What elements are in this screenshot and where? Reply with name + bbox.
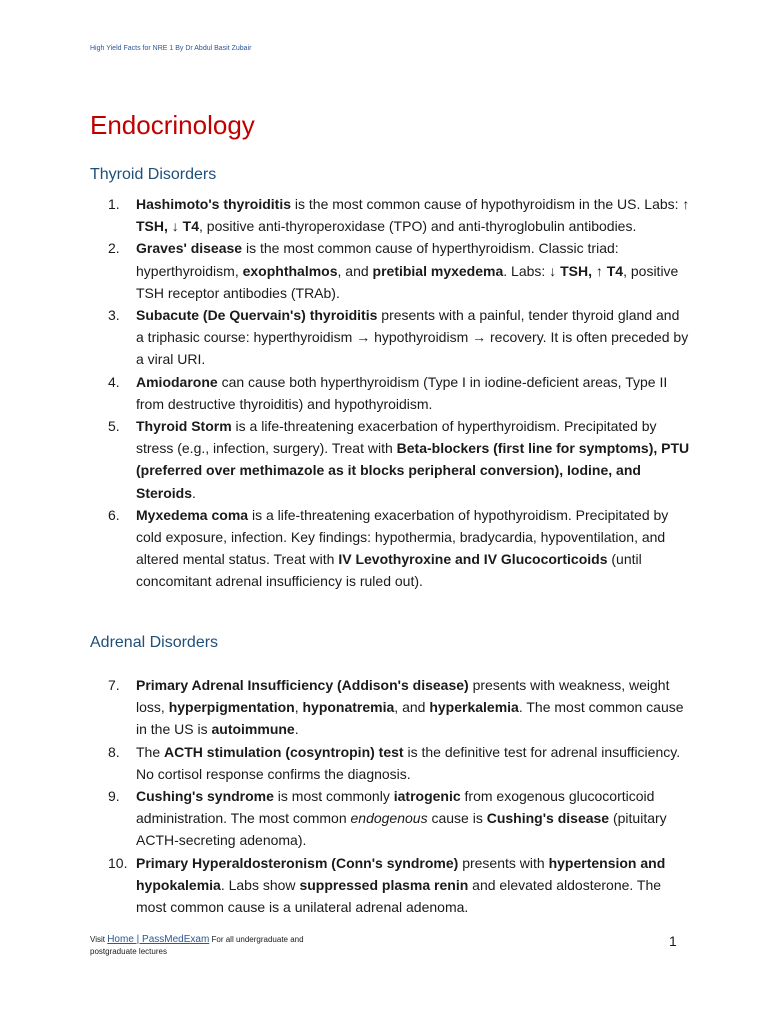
bold-text: Myxedema coma bbox=[136, 506, 249, 523]
item-number: 3. bbox=[108, 307, 120, 324]
bold-text: pretibial myxedema bbox=[372, 262, 504, 279]
list-item bbox=[90, 785, 690, 852]
item-text: presents with bbox=[458, 854, 549, 871]
item-text: (pituitary ACTH-secreting adenoma). bbox=[136, 810, 667, 849]
item-text: , and bbox=[337, 262, 373, 279]
item-number: 5. bbox=[108, 418, 120, 435]
item-number: 2. bbox=[108, 240, 120, 257]
footer-prefix: Visit bbox=[90, 935, 108, 944]
bold-text: hyponatremia bbox=[302, 699, 395, 716]
item-text: and elevated aldosterone. The most common cause is a unilateral adrenal adenoma. bbox=[136, 876, 662, 916]
item-text: . bbox=[294, 721, 299, 738]
bold-text: Primary Adrenal Insufficiency (Addison's disease) bbox=[136, 677, 469, 693]
bold-text: suppressed plasma renin bbox=[299, 876, 469, 893]
bold-text: exophthalmos bbox=[242, 262, 338, 279]
bold-text: autoimmune bbox=[211, 721, 295, 738]
item-number: 6. bbox=[108, 506, 120, 523]
adrenal-list bbox=[90, 674, 690, 918]
list-item bbox=[90, 304, 690, 371]
item-text: The bbox=[136, 743, 165, 760]
passmedexam-link[interactable]: Home | PassMedExam bbox=[107, 934, 210, 945]
bold-text: ↑ TSH, ↓ T4 bbox=[136, 196, 690, 235]
footer-note bbox=[90, 934, 330, 958]
item-text: from exogenous glucocorticoid administration. The most common bbox=[136, 788, 655, 827]
bold-text: hyperpigmentation bbox=[168, 699, 295, 716]
item-text: (until concomitant adrenal insufficiency is ruled out). bbox=[136, 551, 642, 590]
list-item bbox=[90, 237, 690, 304]
item-number: 10. bbox=[108, 854, 128, 871]
bold-text: Cushing's disease bbox=[486, 810, 610, 827]
thyroid-list bbox=[90, 193, 690, 593]
item-text: is the most common cause of hyperthyroidism. Classic triad: hyperthyroidism, bbox=[136, 240, 619, 279]
item-text: . Labs show bbox=[220, 876, 300, 893]
list-item bbox=[90, 674, 690, 741]
item-number: 7. bbox=[108, 677, 120, 693]
item-text: . Labs: bbox=[503, 262, 550, 279]
item-text: , and bbox=[394, 699, 430, 716]
footer-suffix: For all undergraduate and postgraduate lectures bbox=[90, 935, 304, 956]
list-item bbox=[90, 415, 690, 504]
bold-text: Thyroid Storm bbox=[136, 418, 232, 435]
bold-text: ↓ TSH, ↑ T4 bbox=[549, 262, 624, 279]
section-heading-thyroid: Thyroid Disorders bbox=[90, 166, 217, 183]
bold-text: iatrogenic bbox=[393, 788, 461, 805]
bold-text: IV Levothyroxine and IV Glucocorticoids bbox=[338, 551, 608, 568]
bold-text: Beta-blockers (first line for symptoms), PTU (preferred over methimazole as it blocks peripheral conversion), Iodine, and Steroids bbox=[136, 440, 690, 501]
item-text: is a life-threatening exacerbation of hyperthyroidism. Precipitated by stress (e.g., infection, surgery). Treat with bbox=[136, 418, 657, 457]
item-number: 8. bbox=[108, 743, 120, 760]
item-text: can cause both hyperthyroidism (Type I in iodine-deficient areas, Type II from destructive thyroiditis) and hypothyroidism. bbox=[136, 373, 668, 412]
list-item bbox=[90, 193, 690, 237]
item-text: . The most common cause in the US is bbox=[136, 699, 684, 738]
list-item bbox=[90, 741, 690, 785]
item-text: , positive TSH receptor antibodies (TRAb). bbox=[136, 262, 679, 301]
bold-text: Subacute (De Quervain's) thyroiditis bbox=[136, 307, 378, 324]
page-title: Endocrinology bbox=[90, 110, 255, 140]
item-text: , positive anti-thyroperoxidase (TPO) and anti-thyroglobulin antibodies. bbox=[199, 218, 637, 235]
item-number: 1. bbox=[108, 196, 120, 212]
bold-text: Hashimoto's thyroiditis bbox=[136, 196, 292, 212]
list-item bbox=[90, 852, 690, 919]
item-number: 4. bbox=[108, 373, 120, 390]
bold-text: hyperkalemia bbox=[429, 699, 519, 716]
item-text: is a life-threatening exacerbation of hypothyroidism. Precipitated by cold exposure, infection. Key findings: hypothermia, bradycardia, hypoventilation, and altered mental status. Treat with bbox=[136, 506, 669, 568]
item-text: . bbox=[192, 484, 196, 501]
header-note: High Yield Facts for NRE 1 By Dr Abdul Basit Zubair bbox=[90, 45, 252, 52]
item-text: , bbox=[294, 699, 303, 716]
bold-text: Primary Hyperaldosteronism (Conn's syndrome) bbox=[136, 854, 459, 871]
list-item bbox=[90, 371, 690, 415]
item-text: cause is bbox=[427, 810, 487, 827]
bold-text: Amiodarone bbox=[136, 373, 218, 390]
bold-text: Graves' disease bbox=[136, 240, 243, 257]
section-heading-adrenal: Adrenal Disorders bbox=[90, 634, 219, 651]
item-number: 9. bbox=[108, 788, 120, 805]
bold-text: Cushing's syndrome bbox=[136, 788, 274, 805]
item-text: is most commonly bbox=[273, 788, 394, 805]
item-text: is the most common cause of hypothyroidism in the US. Labs: bbox=[291, 196, 683, 212]
item-text: is the definitive test for adrenal insufficiency. No cortisol response confirms the diagnosis. bbox=[136, 743, 681, 782]
page-number: 1 bbox=[669, 933, 677, 949]
item-text: presents with a painful, tender thyroid gland and a triphasic course: hyperthyroidism → hypothyroidism → recovery. It is often preceded by a viral URI. bbox=[136, 307, 689, 368]
list-item bbox=[90, 504, 690, 593]
bold-text: ACTH stimulation (cosyntropin) test bbox=[164, 743, 404, 760]
item-text: presents with weakness, weight loss, bbox=[136, 677, 670, 716]
bold-text: hypertension and hypokalemia bbox=[136, 854, 666, 893]
italic-text: endogenous bbox=[350, 810, 428, 827]
